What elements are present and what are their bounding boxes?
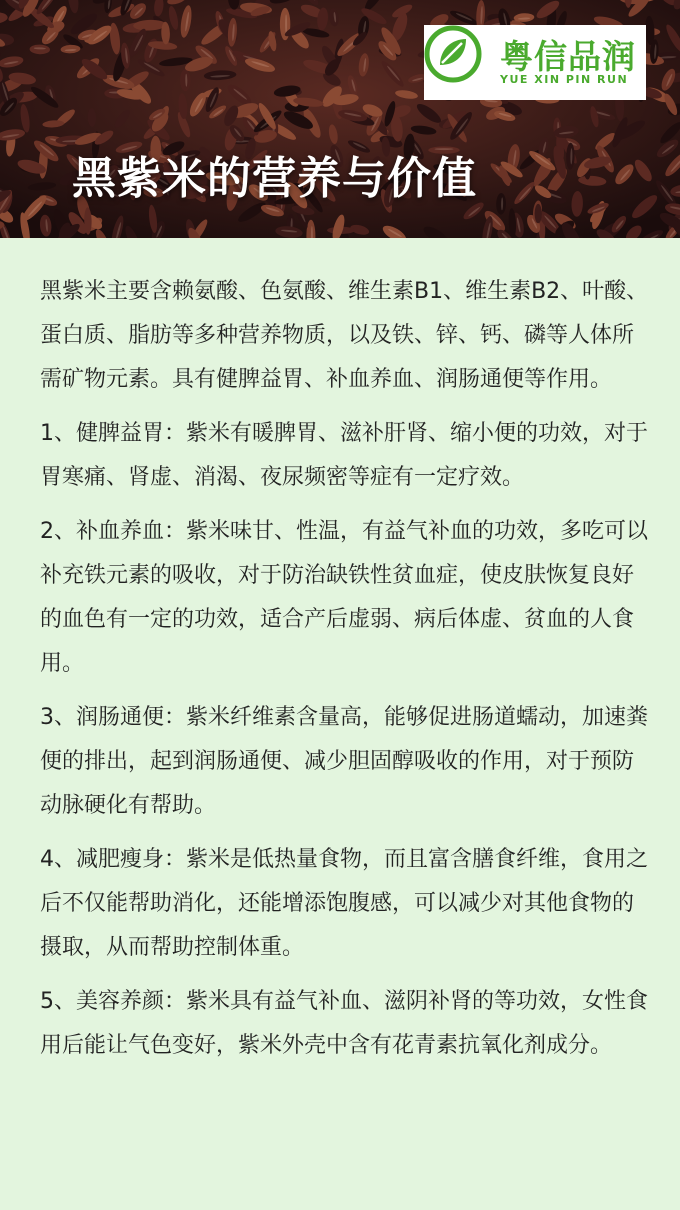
paragraph-benefit-2: 2、补血养血：紫米味甘、性温，有益气补血的功效，多吃可以补充铁元素的吸收，对于防治缺铁性贫血症，使皮肤恢复良好的血色有一定的功效，适合产后虚弱、病后体虚、贫血的人食用。 <box>40 519 648 676</box>
brand-name-en: YUE XIN PIN RUN <box>500 73 629 86</box>
brand-name-cn: 粤信品润 <box>500 37 636 76</box>
header-banner <box>0 0 680 238</box>
paragraph-benefit-5: 5、美容养颜：紫米具有益气补血、滋阴补肾的等功效，女性食用后能让气色变好，紫米外壳中含有花青素抗氧化剂成分。 <box>40 989 648 1058</box>
paragraph-benefit-4: 4、减肥瘦身：紫米是低热量食物，而且富含膳食纤维，食用之后不仅能帮助消化，还能增添饱腹感，可以减少对其他食物的摄取，从而帮助控制体重。 <box>40 847 648 960</box>
leaf-logo-icon <box>424 25 482 83</box>
article-body <box>40 270 650 1078</box>
paragraph-intro: 黑紫米主要含赖氨酸、色氨酸、维生素B1、维生素B2、叶酸、蛋白质、脂肪等多种营养物质，以及铁、锌、钙、磷等人体所需矿物元素。具有健脾益胃、补血养血、润肠通便等作用。 <box>40 279 649 392</box>
paragraph-benefit-3: 3、润肠通便：紫米纤维素含量高，能够促进肠道蠕动，加速粪便的排出，起到润肠通便、减少胆固醇吸收的作用，对于预防动脉硬化有帮助。 <box>40 705 648 818</box>
page-title: 黑紫米的营养与价值 <box>72 153 477 204</box>
paragraph-benefit-1: 1、健脾益胃：紫米有暖脾胃、滋补肝肾、缩小便的功效，对于胃寒痛、肾虚、消渴、夜尿频密等症有一定疗效。 <box>40 421 648 490</box>
brand-logo <box>424 25 646 100</box>
